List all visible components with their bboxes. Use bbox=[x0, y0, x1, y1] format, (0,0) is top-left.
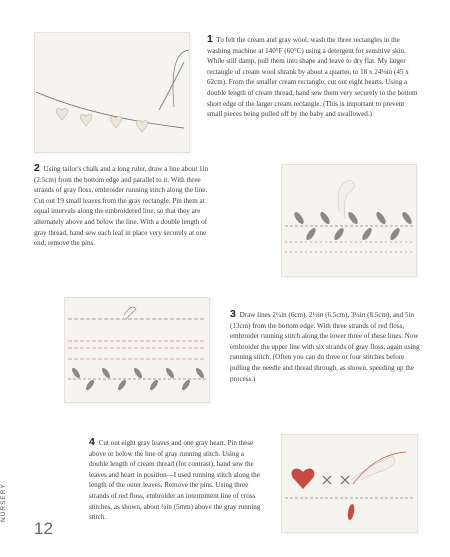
leaf bbox=[333, 227, 346, 242]
leaf bbox=[401, 211, 414, 226]
step-1-text: To felt the cream and gray wool, wash the three rectangles in the washing machine at 140°F (60°C) using a detergent for sensitive skin. While still damp, pull them into shape and leave to dry flat. My larger rectangle of cream wool shrank by about a quarter, to 18 x 24⅛in (45 x 62cm). From the smaller cream rectangle, cut out eight hearts. Using a double length of cream thread, hand sew them very securely to the bottom short edge of the larger cream rectangle. (This is important to prevent small pieces being pulled off by the baby and swallowed.) bbox=[207, 36, 418, 119]
heart-1 bbox=[56, 108, 67, 120]
section-label: NURSERY bbox=[0, 483, 7, 522]
leaf bbox=[195, 367, 206, 380]
cross-stitches bbox=[323, 476, 349, 484]
leaf bbox=[181, 379, 192, 392]
step-1-number: 1 bbox=[207, 33, 213, 45]
step-2-text: Using tailor's chalk and a long ruler, draw a line about 1in (2.5cm) from the bottom edge and parallel to it. With three strands of gray floss, embroider running stitch along the line. Cut out 19 small leaves from the gray rectangle. Pin them at equal intervals along the embroidered line, so that they are alternately above and below the line. With a double length of gray thread, hand sew each leaf in place very securely at one end; remove the pins. bbox=[34, 165, 209, 248]
heart-4 bbox=[136, 120, 147, 132]
heart-3 bbox=[110, 116, 121, 128]
leaf bbox=[319, 211, 332, 226]
step-3-text: Draw lines 2¼in (6cm), 2½in (6.5cm), 3¼in (8.5cm), and 5in (13cm) from the bottom edge. With three strands of red floss, embroider running stitch along the lower three of these lines. Now embroider the upper line with six strands of gray floss, again using running stitch. (Often you can do three or four stitches before pulling the needle and thread through, as shown, speeding up the process.) bbox=[230, 311, 420, 383]
leaf bbox=[71, 367, 82, 380]
step-4-number: 4 bbox=[89, 436, 95, 448]
step-4-illustration bbox=[281, 434, 418, 533]
step-2-illustration bbox=[281, 164, 417, 277]
step-1 bbox=[207, 34, 419, 120]
leaf bbox=[117, 379, 128, 392]
leaf bbox=[305, 227, 318, 242]
leaf bbox=[165, 367, 176, 380]
step-3-number: 3 bbox=[230, 308, 236, 320]
step-4-text: Cut out eight gray leaves and one gray heart. Pin these above or below the line of gray running stitch. Using a double length of cream thread (for contrast), hand sew the leaves and heart in position—I used running stitch along the length of the outer leaves. Remove the pins. Using three strands of red floss, embroider an intermittent line of cross stitches, as shown, about ¼in (5mm) above the gray running stitch. bbox=[89, 439, 261, 522]
step-2 bbox=[34, 163, 210, 249]
red-heart bbox=[292, 469, 315, 489]
step-1-illustration bbox=[34, 32, 190, 153]
leaf bbox=[85, 379, 96, 392]
step-3-photo bbox=[64, 297, 210, 403]
needle bbox=[124, 307, 136, 319]
step-2-photo bbox=[281, 164, 417, 277]
leaf bbox=[389, 227, 402, 242]
step-4-photo bbox=[281, 434, 418, 533]
needle bbox=[159, 62, 184, 110]
red-leaf bbox=[347, 504, 356, 521]
step-1-photo bbox=[34, 32, 190, 153]
hand bbox=[351, 456, 395, 480]
step-4 bbox=[89, 437, 265, 523]
heart-2 bbox=[80, 114, 91, 126]
step-2-number: 2 bbox=[34, 162, 40, 174]
leaf bbox=[361, 227, 374, 242]
step-3-illustration bbox=[64, 297, 210, 403]
leaf bbox=[293, 211, 306, 226]
leaf bbox=[133, 367, 144, 380]
leaf bbox=[375, 211, 388, 226]
page-number: 12 bbox=[34, 519, 53, 538]
step-3 bbox=[230, 309, 420, 384]
leaf bbox=[149, 379, 160, 392]
leaf bbox=[347, 211, 360, 226]
leaf bbox=[101, 367, 112, 380]
